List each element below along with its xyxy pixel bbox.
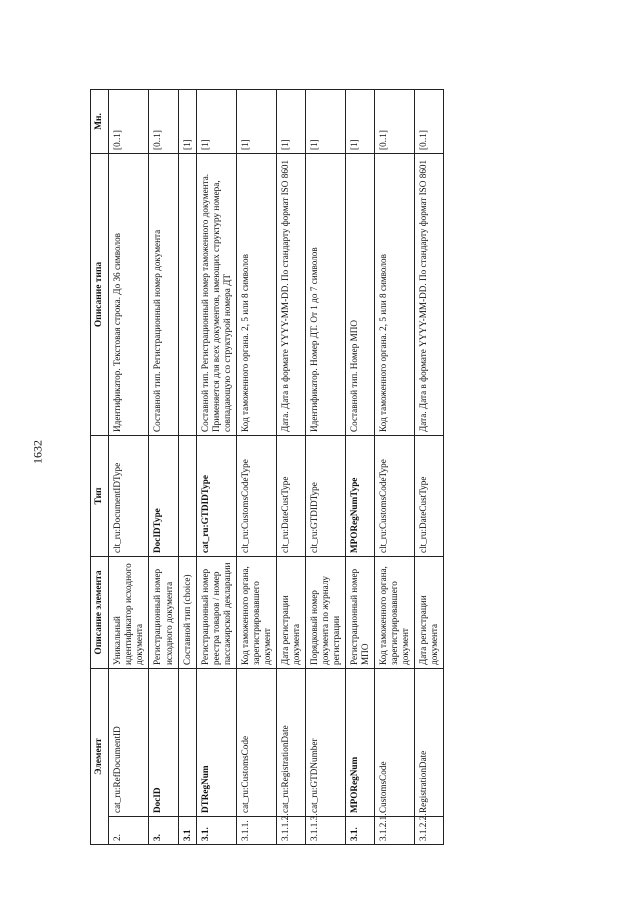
row-mult: [1] (345, 89, 374, 153)
header-element: Элемент (91, 668, 109, 844)
table-row (305, 89, 345, 844)
row-number: 3.1. (345, 817, 374, 845)
table-row (196, 89, 236, 844)
row-element-desc: Дата регистрации документа (276, 556, 305, 668)
row-element: DocID (149, 668, 178, 816)
row-element-desc: Код таможенного органа, зарегистрировавшего документ (374, 556, 414, 668)
row-element: DTRegNum (196, 668, 236, 816)
row-type: MPORegNumType (345, 435, 374, 556)
table-row (374, 89, 414, 844)
row-number: 3.1.1.3. (305, 817, 345, 845)
row-element-desc: Порядковый номер документа по журналу регистрации (305, 556, 345, 668)
schema-table (90, 89, 444, 845)
row-mult: [1] (236, 89, 276, 153)
row-mult: [1] (305, 89, 345, 153)
row-number: 3.1. (196, 817, 236, 845)
header-type: Тип (91, 435, 109, 556)
row-type (178, 435, 196, 556)
row-type-desc: Составной тип. Номер МПО (345, 153, 374, 435)
row-element: cat_ru:RefDocumentID (109, 668, 149, 816)
row-number: 3.1.2.1. (374, 817, 414, 845)
row-type-desc: Составной тип. Регистрационный номер документа (149, 153, 178, 435)
row-number: 3. (149, 817, 178, 845)
row-type-desc: Идентификатор. Текстовая строка. До 36 символов (109, 153, 149, 435)
row-element-desc: Регистрационный номер исходного документа (149, 556, 178, 668)
row-element: MPORegNum (345, 668, 374, 816)
row-element: cat_ru:CustomsCode (236, 668, 276, 816)
row-type-desc: Дата. Дата в формате YYYY-MM-DD. По стандарту формат ISO 8601 (276, 153, 305, 435)
row-type: clt_ru:DateCustType (276, 435, 305, 556)
page-number: 1632 (30, 440, 45, 464)
row-element-desc: Регистрационный номер реестра товаров / номер пассажирской декларации (196, 556, 236, 668)
row-type-desc (178, 153, 196, 435)
table-row (415, 89, 444, 844)
row-mult: [0..1] (109, 89, 149, 153)
table-row (109, 89, 149, 844)
table-row (345, 89, 374, 844)
header-element-desc: Описание элемента (91, 556, 109, 668)
row-type: cat_ru:GTDIDType (196, 435, 236, 556)
row-type-desc: Дата. Дата в формате YYYY-MM-DD. По стандарту формат ISO 8601 (415, 153, 444, 435)
row-type-desc: Идентификатор. Номер ДТ. От 1 до 7 символов (305, 153, 345, 435)
row-type: clt_ru:DocumentIDType (109, 435, 149, 556)
row-element: RegistrationDate (415, 668, 444, 816)
row-number: 3.1 (178, 817, 196, 845)
header-type-desc: Описание типа (91, 153, 109, 435)
table-row (178, 89, 196, 844)
row-element: cat_ru:GTDNumber (305, 668, 345, 816)
row-type: clt_ru:CustomsCodeType (374, 435, 414, 556)
row-type: clt_ru:GTDIDType (305, 435, 345, 556)
row-mult: [0..1] (149, 89, 178, 153)
row-mult: [1] (178, 89, 196, 153)
row-type: clt_ru:CustomsCodeType (236, 435, 276, 556)
row-mult: [1] (196, 89, 236, 153)
table-row (149, 89, 178, 844)
row-mult: [1] (276, 89, 305, 153)
row-element-desc: Составной тип (choice) (178, 556, 196, 668)
row-type-desc: Код таможенного органа. 2, 5 или 8 символов (236, 153, 276, 435)
row-type: clt_ru:DateCustType (415, 435, 444, 556)
row-number: 3.1.1. (236, 817, 276, 845)
row-element (178, 668, 196, 816)
row-element-desc: Дата регистрации документа (415, 556, 444, 668)
row-type-desc: Составной тип. Регистрационный номер таможенного документа. Применяется для всех документов, имеющих структуру номера, совпадающую со структурой номера ДТ (196, 153, 236, 435)
header-mult: Мн. (91, 89, 109, 153)
rotated-table-frame (90, 90, 620, 845)
table-row (236, 89, 276, 844)
row-mult: [0..1] (374, 89, 414, 153)
row-number: 3.1.1.2. (276, 817, 305, 845)
row-mult: [0..1] (415, 89, 444, 153)
row-element: CustomsCode (374, 668, 414, 816)
row-element-desc: Код таможенного органа, зарегистрировавшего документ (236, 556, 276, 668)
row-type: DocIDType (149, 435, 178, 556)
row-type-desc: Код таможенного органа. 2, 5 или 8 символов (374, 153, 414, 435)
row-element: cat_ru:RegistrationDate (276, 668, 305, 816)
row-element-desc: Уникальный идентификатор исходного документа (109, 556, 149, 668)
row-number: 3.1.2.2. (415, 817, 444, 845)
row-element-desc: Регистрационный номер МПО (345, 556, 374, 668)
table-row (276, 89, 305, 844)
row-number: 2. (109, 817, 149, 845)
header-row (91, 89, 109, 844)
